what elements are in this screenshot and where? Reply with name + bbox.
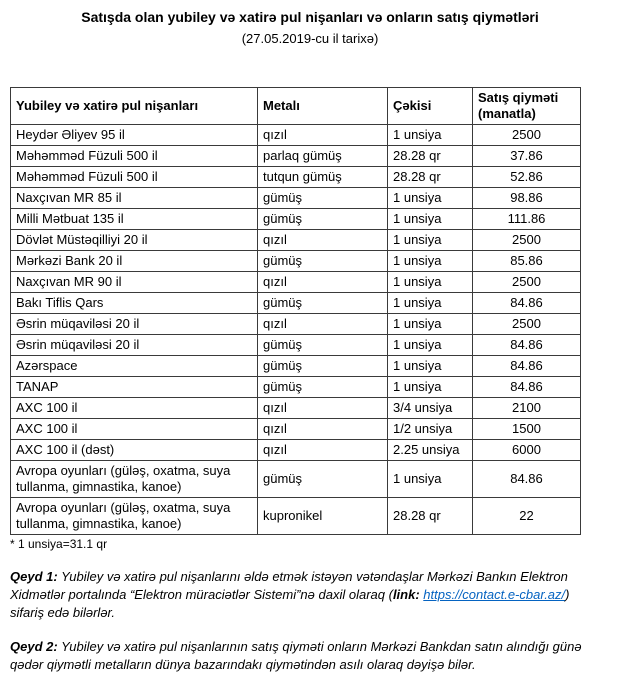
table-cell: 1 unsiya xyxy=(388,377,473,398)
table-cell: 84.86 xyxy=(473,356,581,377)
table-cell: gümüş xyxy=(258,377,388,398)
table-cell: Əsrin müqaviləsi 20 il xyxy=(11,335,258,356)
table-cell: Heydər Əliyev 95 il xyxy=(11,125,258,146)
table-row xyxy=(11,188,581,209)
table-cell: 111.86 xyxy=(473,209,581,230)
table-cell: 1 unsiya xyxy=(388,125,473,146)
table-cell: Avropa oyunları (güləş, oxatma, suya tullanma, gimnastika, kanoe) xyxy=(11,498,258,535)
table-cell: 1500 xyxy=(473,419,581,440)
table-cell: 6000 xyxy=(473,440,581,461)
coins-table-body xyxy=(11,125,581,535)
page-subtitle: (27.05.2019-cu il tarixə) xyxy=(241,31,379,46)
table-cell: Bakı Tiflis Qars xyxy=(11,293,258,314)
table-cell: Naxçıvan MR 90 il xyxy=(11,272,258,293)
table-cell: Əsrin müqaviləsi 20 il xyxy=(11,314,258,335)
table-cell: 1 unsiya xyxy=(388,335,473,356)
table-row xyxy=(11,419,581,440)
table-cell: 1 unsiya xyxy=(388,356,473,377)
table-row xyxy=(11,377,581,398)
table-cell: Dövlət Müstəqilliyi 20 il xyxy=(11,230,258,251)
table-cell: Milli Mətbuat 135 il xyxy=(11,209,258,230)
table-cell: AXC 100 il (dəst) xyxy=(11,440,258,461)
table-cell: 84.86 xyxy=(473,335,581,356)
table-row xyxy=(11,498,581,535)
table-row xyxy=(11,398,581,419)
page-title: Satışda olan yubiley və xatirə pul nişanları və onların satış qiymətləri xyxy=(81,9,539,25)
table-cell: 1 unsiya xyxy=(388,272,473,293)
table-row xyxy=(11,335,581,356)
table-cell: qızıl xyxy=(258,398,388,419)
table-row xyxy=(11,251,581,272)
table-cell: 85.86 xyxy=(473,251,581,272)
table-cell: gümüş xyxy=(258,335,388,356)
table-cell: 1 unsiya xyxy=(388,230,473,251)
table-cell: AXC 100 il xyxy=(11,419,258,440)
table-cell: qızıl xyxy=(258,419,388,440)
note-1-text-before-link: Yubiley və xatirə pul nişanlarını əldə etmək istəyən vətəndaşlar Mərkəzi Bankın Elektron Xidmətlər portalında “Elektron müraciətlər Sistemi”nə daxil olaraq ( xyxy=(10,569,568,602)
table-cell: 52.86 xyxy=(473,167,581,188)
table-row xyxy=(11,272,581,293)
column-header-metal: Metalı xyxy=(258,88,388,125)
table-cell: 2500 xyxy=(473,125,581,146)
table-cell: gümüş xyxy=(258,188,388,209)
table-row xyxy=(11,293,581,314)
table-cell: 84.86 xyxy=(473,293,581,314)
header-row xyxy=(11,88,581,125)
table-cell: gümüş xyxy=(258,356,388,377)
note-1-text-after-link: ) sifariş edə bilərlər. xyxy=(10,587,570,620)
table-cell: Mərkəzi Bank 20 il xyxy=(11,251,258,272)
table-row xyxy=(11,167,581,188)
note-2-text: Yubiley və xatirə pul nişanlarının satış qiyməti onların Mərkəzi Bankdan satın alındığı günə qədər qiymətli metalların dünya bazarındakı qiymətindən asılı olaraq dəyişə bilər. xyxy=(10,639,582,672)
table-cell: AXC 100 il xyxy=(11,398,258,419)
table-row xyxy=(11,461,581,498)
table-cell: gümüş xyxy=(258,293,388,314)
note-1-label: Qeyd 1: xyxy=(10,569,58,584)
table-row xyxy=(11,125,581,146)
table-cell: tutqun gümüş xyxy=(258,167,388,188)
table-cell: 98.86 xyxy=(473,188,581,209)
note-1 xyxy=(10,568,606,622)
table-cell: kupronikel xyxy=(258,498,388,535)
column-header-name: Yubiley və xatirə pul nişanları xyxy=(11,88,258,125)
table-row xyxy=(11,209,581,230)
table-row xyxy=(11,314,581,335)
table-cell: qızıl xyxy=(258,314,388,335)
table-cell: 2.25 unsiya xyxy=(388,440,473,461)
table-cell: 1 unsiya xyxy=(388,293,473,314)
table-cell: qızıl xyxy=(258,440,388,461)
note-2-label: Qeyd 2: xyxy=(10,639,58,654)
table-cell: parlaq gümüş xyxy=(258,146,388,167)
table-row xyxy=(11,440,581,461)
table-cell: 1 unsiya xyxy=(388,251,473,272)
table-cell: 28.28 qr xyxy=(388,146,473,167)
table-row xyxy=(11,356,581,377)
portal-link[interactable]: https://contact.e-cbar.az/ xyxy=(423,587,566,602)
table-cell: 1/2 unsiya xyxy=(388,419,473,440)
table-cell: qızıl xyxy=(258,230,388,251)
table-cell: Avropa oyunları (güləş, oxatma, suya tullanma, gimnastika, kanoe) xyxy=(11,461,258,498)
note-2 xyxy=(10,638,606,674)
table-cell: qızıl xyxy=(258,272,388,293)
table-cell: gümüş xyxy=(258,251,388,272)
table-cell: 1 unsiya xyxy=(388,209,473,230)
table-cell: qızıl xyxy=(258,125,388,146)
table-footnote: * 1 unsiya=31.1 qr xyxy=(10,537,108,551)
table-cell: 84.86 xyxy=(473,461,581,498)
table-cell: Məhəmməd Füzuli 500 il xyxy=(11,146,258,167)
coins-table xyxy=(10,87,581,535)
table-cell: 28.28 qr xyxy=(388,498,473,535)
table-cell: gümüş xyxy=(258,461,388,498)
column-header-weight: Çəkisi xyxy=(388,88,473,125)
table-cell: 84.86 xyxy=(473,377,581,398)
table-cell: 2500 xyxy=(473,314,581,335)
table-cell: 37.86 xyxy=(473,146,581,167)
table-row xyxy=(11,146,581,167)
table-cell: gümüş xyxy=(258,209,388,230)
column-header-price: Satış qiyməti (manatla) xyxy=(473,88,581,125)
table-cell: 3/4 unsiya xyxy=(388,398,473,419)
table-cell: 2500 xyxy=(473,272,581,293)
table-cell: Naxçıvan MR 85 il xyxy=(11,188,258,209)
table-cell: Məhəmməd Füzuli 500 il xyxy=(11,167,258,188)
table-cell: 2100 xyxy=(473,398,581,419)
table-cell: TANAP xyxy=(11,377,258,398)
note-1-link-label: link: xyxy=(392,587,424,602)
table-row xyxy=(11,230,581,251)
table-cell: 1 unsiya xyxy=(388,461,473,498)
table-cell: 1 unsiya xyxy=(388,314,473,335)
table-cell: 1 unsiya xyxy=(388,188,473,209)
table-cell: Azərspace xyxy=(11,356,258,377)
table-cell: 28.28 qr xyxy=(388,167,473,188)
table-cell: 2500 xyxy=(473,230,581,251)
table-cell: 22 xyxy=(473,498,581,535)
